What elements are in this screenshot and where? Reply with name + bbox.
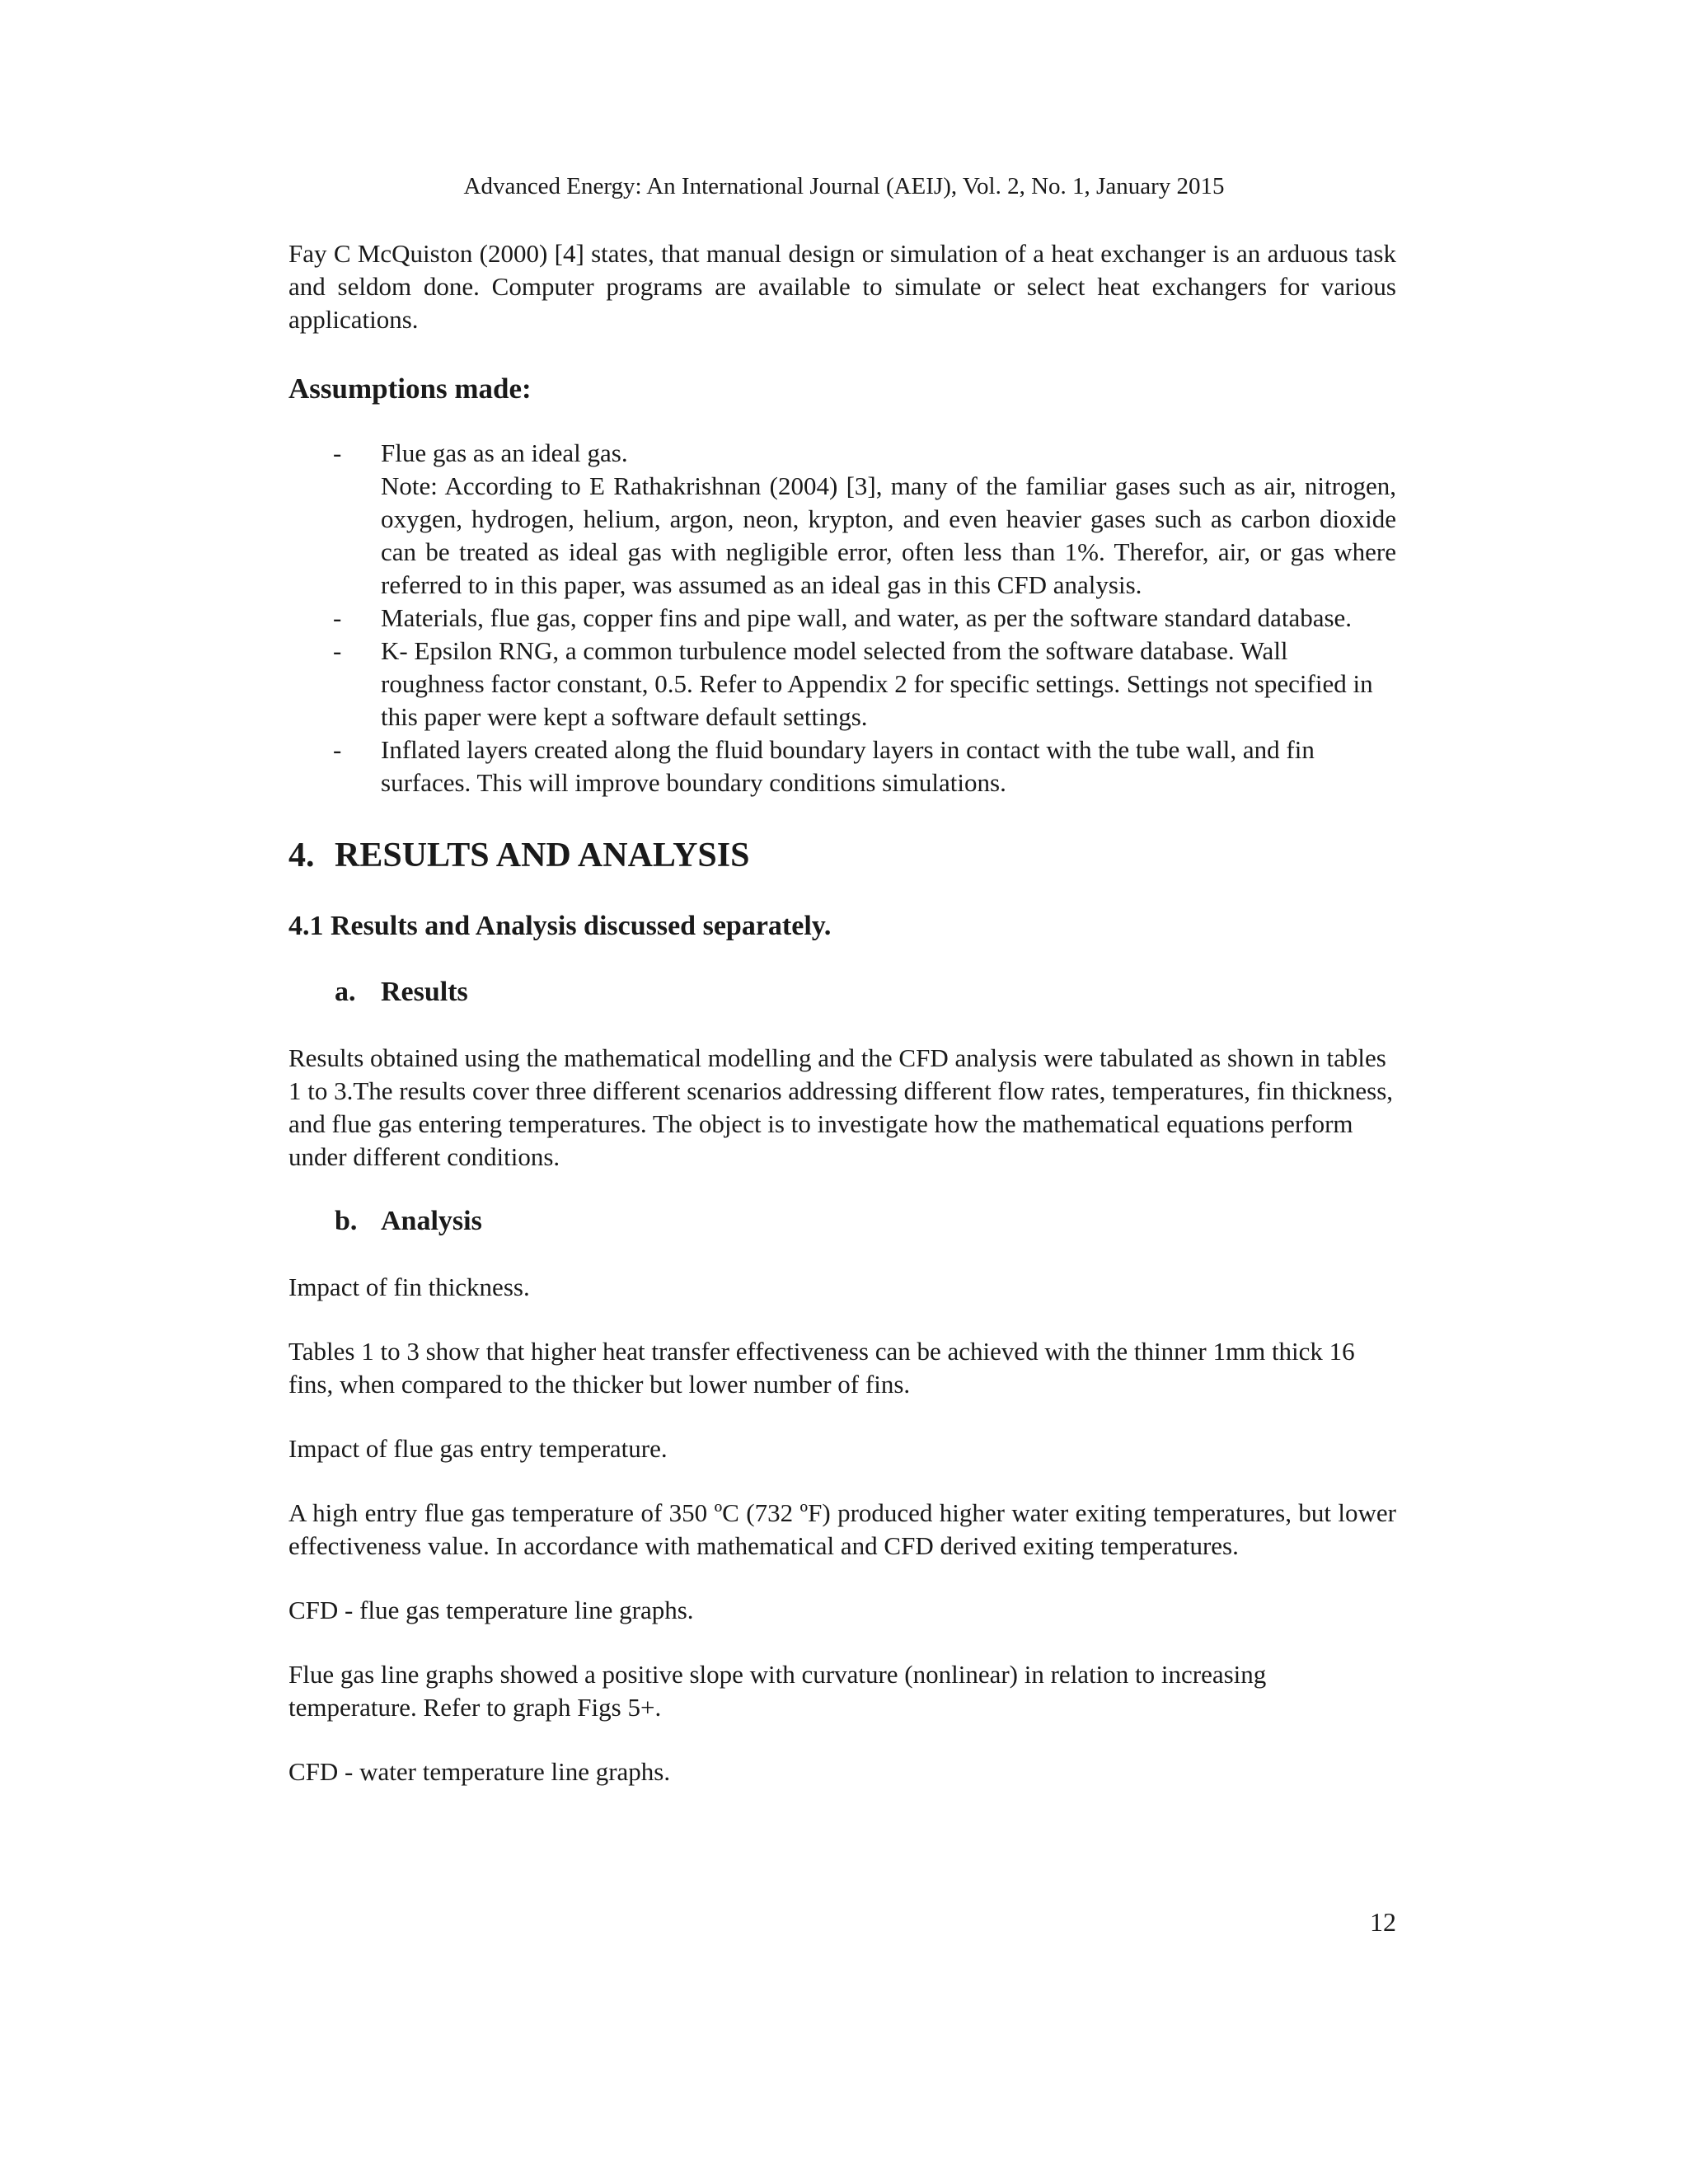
intro-paragraph: Fay C McQuiston (2000) [4] states, that manual design or simulation of a heat exchanger is an arduous task and seldom done. Computer programs are available to simulate or select heat exchangers for various applications. xyxy=(288,239,1396,334)
page-number: 12 xyxy=(1370,1907,1396,1937)
page-body xyxy=(288,237,1396,1788)
cfd-flue-paragraph: Flue gas line graphs showed a positive slope with curvature (nonlinear) in relation to increasing temperature. Refer to graph Figs 5+. xyxy=(288,1660,1267,1722)
assumption-item-3 xyxy=(288,635,1396,733)
analysis-heading xyxy=(288,1203,1396,1240)
section-title: RESULTS AND ANALYSIS xyxy=(335,837,750,874)
bullet-dash: - xyxy=(333,636,342,665)
bullet-dash: - xyxy=(333,438,342,467)
assumptions-list xyxy=(288,437,1396,799)
fin-thickness-heading: Impact of fin thickness. xyxy=(288,1272,530,1301)
section-number: 4. xyxy=(288,837,315,874)
assumption-item-2 xyxy=(288,602,1396,635)
assumption-text-2: Materials, flue gas, copper fins and pipe wall, and water, as per the software standard database. xyxy=(381,603,1353,632)
analysis-title: Analysis xyxy=(381,1206,482,1236)
cfd-flue-heading: CFD - flue gas temperature line graphs. xyxy=(288,1596,694,1624)
assumption-text-3: K- Epsilon RNG, a common turbulence model selected from the software database. Wall roughness factor constant, 0.5. Refer to Appendix 2 for specific settings. Settings not specified in this paper were kept a software default settings. xyxy=(381,636,1373,731)
assumption-text-4: Inflated layers created along the fluid boundary layers in contact with the tube wall, and fin surfaces. This will improve boundary conditions simulations. xyxy=(381,735,1315,797)
section-heading xyxy=(288,834,1396,877)
assumption-text-1: Flue gas as an ideal gas. xyxy=(381,438,628,467)
fin-thickness-paragraph: Tables 1 to 3 show that higher heat transfer effectiveness can be achieved with the thinner 1mm thick 16 fins, when compared to the thicker but lower number of fins. xyxy=(288,1337,1355,1399)
bullet-dash: - xyxy=(333,603,342,632)
running-header: Advanced Energy: An International Journal (AEIJ), Vol. 2, No. 1, January 2015 xyxy=(463,173,1225,199)
flue-entry-paragraph: A high entry flue gas temperature of 350 ºC (732 ºF) produced higher water exiting temperatures, but lower effectiveness value. In accordance with mathematical and CFD derived exiting temperatures. xyxy=(288,1498,1396,1560)
analysis-letter: b. xyxy=(335,1206,358,1236)
assumption-item-4 xyxy=(288,733,1396,799)
assumption-item-1 xyxy=(288,437,1396,602)
assumption-note: Note: According to E Rathakrishnan (2004) [3], many of the familiar gases such as air, nitrogen, oxygen, hydrogen, helium, argon, neon, krypton, and even heavier gases such as carbon dioxide can be treated as ideal gas with negligible error, often less than 1%. Therefor, air, or gas where referred to in this paper, was assumed as an ideal gas in this CFD analysis. xyxy=(381,471,1396,599)
cfd-water-heading: CFD - water temperature line graphs. xyxy=(288,1757,671,1786)
results-heading xyxy=(288,974,1396,1010)
results-letter: a. xyxy=(335,977,356,1007)
assumptions-heading: Assumptions made: xyxy=(288,373,532,405)
results-paragraph: Results obtained using the mathematical modelling and the CFD analysis were tabulated as shown in tables 1 to 3.The results cover three different scenarios addressing different flow rates, temperatures, fin thickness, and flue gas entering temperatures. The object is to investigate how the mathematical equations perform under different conditions. xyxy=(288,1043,1394,1171)
flue-entry-heading: Impact of flue gas entry temperature. xyxy=(288,1434,668,1463)
bullet-dash: - xyxy=(333,735,342,764)
subsection-heading: 4.1 Results and Analysis discussed separately. xyxy=(288,911,832,941)
results-title: Results xyxy=(381,977,468,1007)
